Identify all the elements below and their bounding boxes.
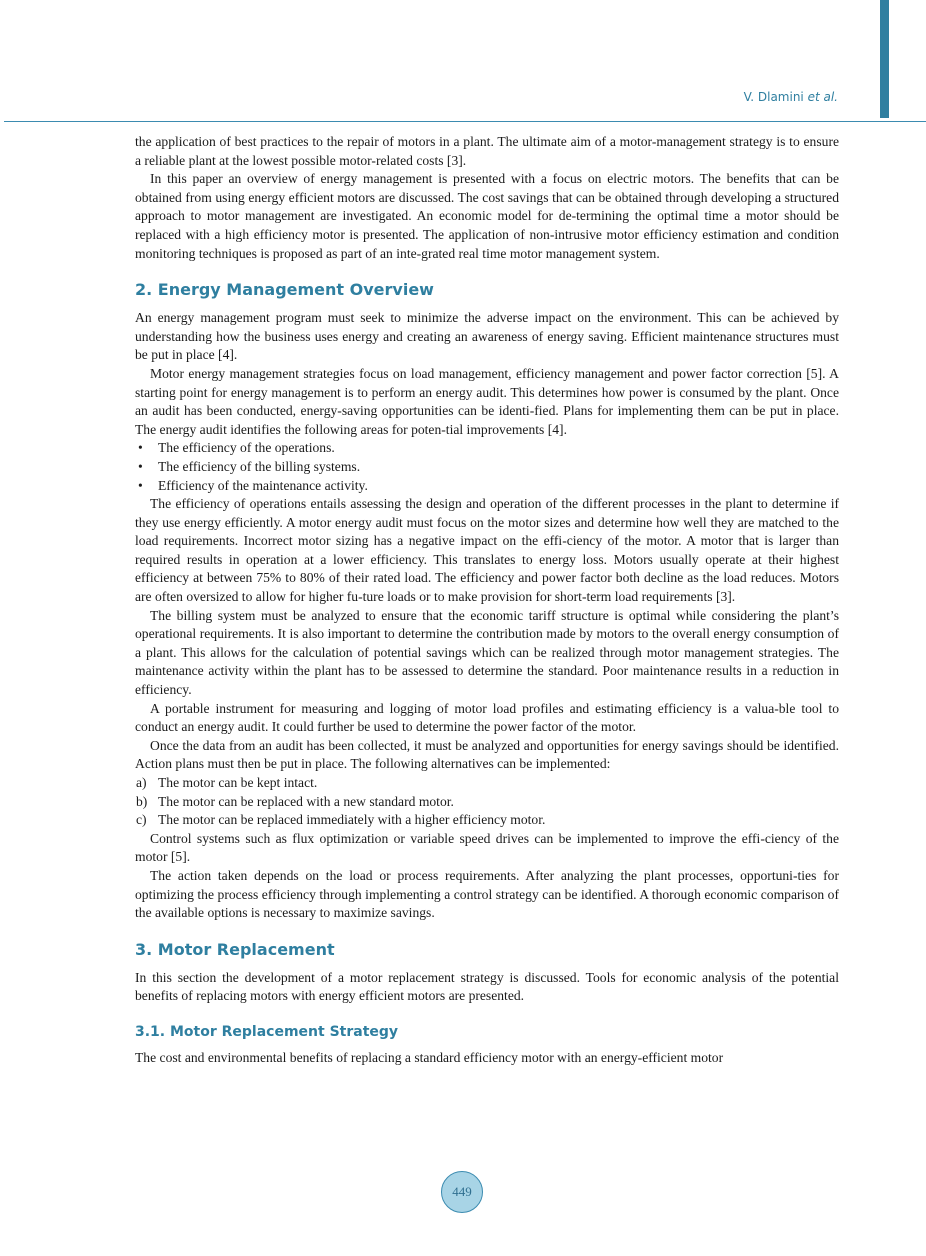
list-item-text: The efficiency of the billing systems. [158,458,361,474]
running-head-author: V. Dlamini [743,90,804,104]
header-divider [4,121,926,122]
paragraph: The cost and environmental benefits of replacing a standard efficiency motor with an energy-efficient motor [135,1049,724,1065]
article-body [135,133,839,1068]
bullet-list [135,439,839,495]
list-item-text: The motor can be replaced with a new standard motor. [158,793,454,809]
paragraph: In this section the development of a motor replacement strategy is discussed. Tools for economic analysis of the potential benefits of replacing motors with energy efficient motors are presented. [135,969,839,1004]
paragraph: The action taken depends on the load or process requirements. After analyzing the plant processes, opportuni-ties for optimizing the process efficiency through implementing a control strategy can be identified. A thorough economic comparison of the available options is necessary to maximize savings. [135,867,839,921]
list-item-text: The motor can be kept intact. [158,775,318,790]
list-item-text: The efficiency of the operations. [158,440,335,456]
paragraph: Motor energy management strategies focus on load management, efficiency management and power factor correction [5]. A starting point for energy management is to perform an energy audit. This determines how power is consumed by the plant. Once an audit has been conducted, energy-saving opportunities can be identi-fied. Plans for implementing them can be put in place. The energy audit identifies the following areas for poten-tial improvements [4]. [135,365,839,437]
list-item-text: The motor can be replaced immediately with a higher efficiency motor. [158,812,546,828]
list-item [135,793,839,812]
list-item-text: Efficiency of the maintenance activity. [158,477,368,493]
section-heading: 3. Motor Replacement [135,939,335,959]
running-head-etal: et al. [807,90,838,104]
bullet-marker: • [138,477,143,493]
paragraph: In this paper an overview of energy management is presented with a focus on electric motors. The benefits that can be obtained from using energy efficient motors are discussed. The cost savings that can be obtained through developing a structured approach to motor management are investigated. An economic model for de-termining the optimal time a motor should be replaced with a high efficiency motor is presented. The application of non-intrusive motor efficiency estimation and condition monitoring techniques is proposed as part of an inte-grated real time motor management system. [135,171,839,261]
header-accent-bar [880,0,889,118]
bullet-marker: • [138,458,143,474]
bullet-marker: • [138,440,143,456]
list-item [135,774,839,793]
paragraph: A portable instrument for measuring and logging of motor load profiles and estimating efficiency is a valua-ble tool to conduct an energy audit. It could further be used to determine the power factor of the motor. [135,700,839,735]
alternatives-list [135,774,839,830]
paragraph: Once the data from an audit has been collected, it must be analyzed and opportunities for energy savings should be identified. Action plans must then be put in place. The following alternatives can be implemented: [135,737,839,772]
list-item [135,811,839,830]
running-head [744,90,838,104]
list-marker: a) [136,775,147,790]
list-marker: c) [136,812,147,828]
paragraph: The billing system must be analyzed to ensure that the economic tariff structure is optimal while considering the plant’s operational requirements. It is also important to determine the contribution made by motors to the overall energy consumption of a plant. This allows for the calculation of potential savings which can be realized through motor management strategies. The maintenance activity within the plant has to be assessed to determine the standard. Poor maintenance results in a reduction in efficiency. [135,607,839,698]
list-item [135,458,839,477]
paragraph: the application of best practices to the repair of motors in a plant. The ultimate aim of a motor-management strategy is to ensure a reliable plant at the lowest possible motor-related costs [3]. [135,134,839,168]
subsection-heading: 3.1. Motor Replacement Strategy [135,1023,399,1040]
list-marker: b) [136,793,148,809]
paragraph: Control systems such as flux optimization or variable speed drives can be implemented to improve the effi-ciency of the motor [5]. [135,830,839,865]
paragraph: An energy management program must seek to minimize the adverse impact on the environment. This can be achieved by understanding how the business uses energy and creating an awareness of energy saving. Efficient maintenance structures must be put in place [4]. [135,310,839,363]
section-heading: 2. Energy Management Overview [135,280,434,300]
list-item [135,439,839,458]
page-number-badge: 449 [441,1171,483,1213]
list-item [135,477,839,496]
paragraph: The efficiency of operations entails assessing the design and operation of the different processes in the plant to determine if they use energy efficiently. A motor energy audit must focus on the motor sizes and determine how well they are matched to the load requirements. Incorrect motor sizing has a negative impact on the effi-ciency of the motor. A motor that is larger than required results in operation at a lower efficiency. This translates to energy loss. Motors usually operate at their highest efficiency at between 75% to 80% of their rated load. The efficiency and power factor both decline as the load reduces. Motors are often oversized to allow for higher fu-ture loads or to make provision for short-term load requirements [3]. [135,496,839,605]
